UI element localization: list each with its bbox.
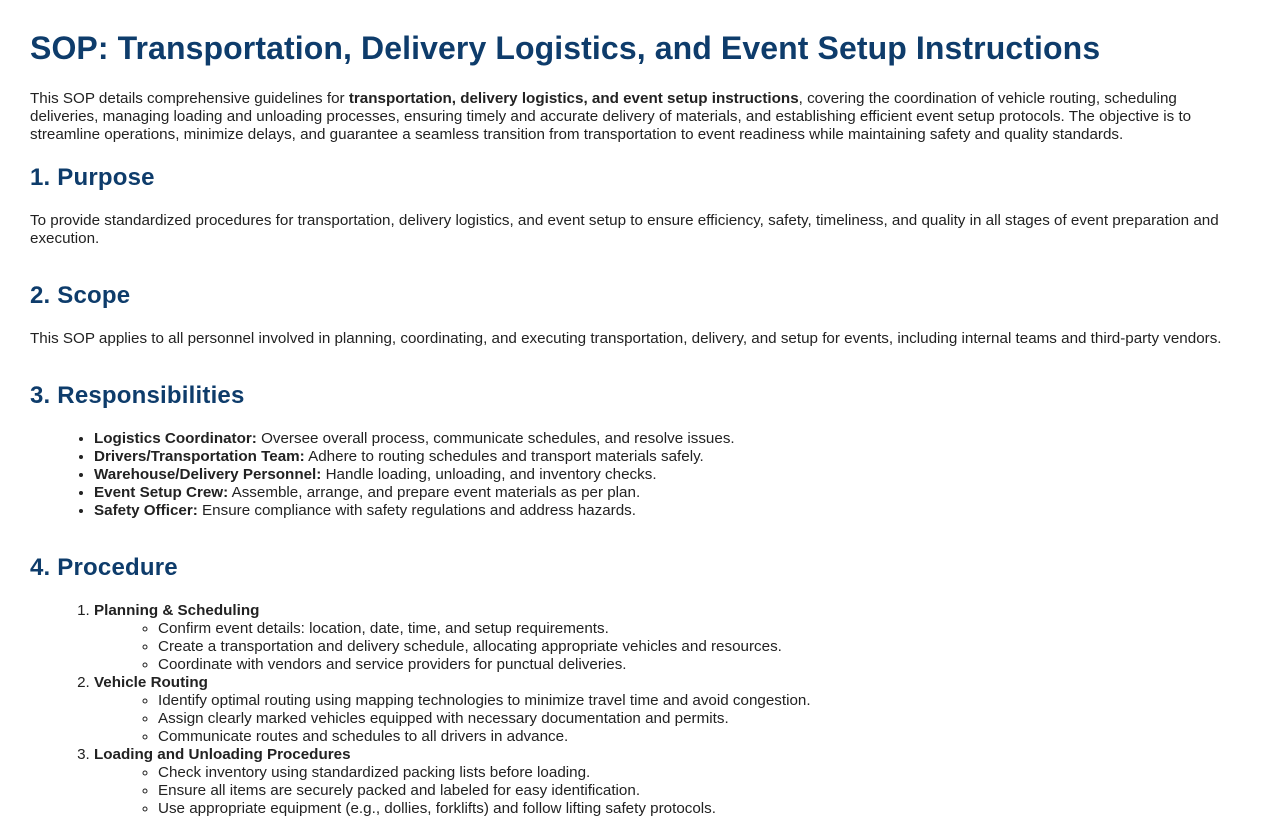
responsibilities-list [30,430,1233,520]
intro-bold-text: transportation, delivery logistics, and event setup instructions [348,90,799,107]
responsibilities-heading: 3. Responsibilities [30,382,245,409]
procedure-substeps [94,620,1233,674]
procedure-step-title: Planning & Scheduling [94,602,260,619]
scope-heading: 2. Scope [30,282,131,309]
procedure-substep: ◦ Coordinate with vendors and service providers for punctual deliveries. [158,656,1233,674]
procedure-substep: ◦ Identify optimal routing using mapping technologies to minimize travel time and avoid congestion. [158,692,1233,710]
intro-text-start: This SOP details comprehensive guidelines for [30,90,349,107]
procedure-step-title: Vehicle Routing [94,674,208,691]
procedure-step [94,746,1233,818]
responsibility-desc: Ensure compliance with safety regulations and address hazards. [197,502,636,519]
procedure-step-title: Loading and Unloading Procedures [94,746,351,763]
procedure-substep: ◦ Create a transportation and delivery schedule, allocating appropriate vehicles and resources. [158,638,1233,656]
responsibility-role: Logistics Coordinator: [94,430,257,447]
purpose-heading: 1. Purpose [30,164,155,191]
procedure-substep: ◦ Check inventory using standardized packing lists before loading. [158,764,1233,782]
responsibility-item [94,448,1233,466]
procedure-substeps [94,692,1233,746]
procedure-substep: ◦ Confirm event details: location, date, time, and setup requirements. [158,620,1233,638]
responsibility-item [94,502,1233,520]
procedure-heading: 4. Procedure [30,554,178,581]
procedure-substep: ◦ Use appropriate equipment (e.g., dollies, forklifts) and follow lifting safety protocols. [158,800,1233,818]
responsibility-item [94,484,1233,502]
responsibility-role: Warehouse/Delivery Personnel: [94,466,322,483]
page-title: SOP: Transportation, Delivery Logistics, and Event Setup Instructions [30,30,1101,66]
responsibility-item [94,430,1233,448]
scope-text: This SOP applies to all personnel involved in planning, coordinating, and executing transportation, delivery, and setup for events, including internal teams and third-party vendors. [30,330,1222,347]
responsibility-role: Drivers/Transportation Team: [94,448,305,465]
procedure-substep: ◦ Ensure all items are securely packed and labeled for easy identification. [158,782,1233,800]
responsibility-role: Safety Officer: [94,502,198,519]
responsibility-desc: Assemble, arrange, and prepare event materials as per plan. [228,484,641,501]
responsibility-item [94,466,1233,484]
responsibility-desc: Handle loading, unloading, and inventory checks. [321,466,657,483]
responsibility-desc: Oversee overall process, communicate schedules, and resolve issues. [256,430,735,447]
responsibility-desc: Adhere to routing schedules and transport materials safely. [304,448,704,465]
procedure-list [30,602,1233,818]
procedure-substep: ◦ Assign clearly marked vehicles equipped with necessary documentation and permits. [158,710,1233,728]
intro-text-end: , covering the coordination of vehicle routing, scheduling deliveries, managing loading and unloading processes, ensuring timely and accurate delivery of materials, and establishing efficient event setup protocols. The objective is to streamline operations, minimize delays, and guarantee a seamless transition from transportation to event readiness while maintaining safety and quality standards. [30,90,1192,143]
procedure-substep: ◦ Communicate routes and schedules to all drivers in advance. [158,728,1233,746]
procedure-substeps [94,764,1233,818]
procedure-step [94,674,1233,746]
procedure-step [94,602,1233,674]
purpose-text: To provide standardized procedures for transportation, delivery logistics, and event setup to ensure efficiency, safety, timeliness, and quality in all stages of event preparation and execution. [30,212,1219,247]
intro-paragraph [30,90,1233,144]
responsibility-role: Event Setup Crew: [94,484,229,501]
